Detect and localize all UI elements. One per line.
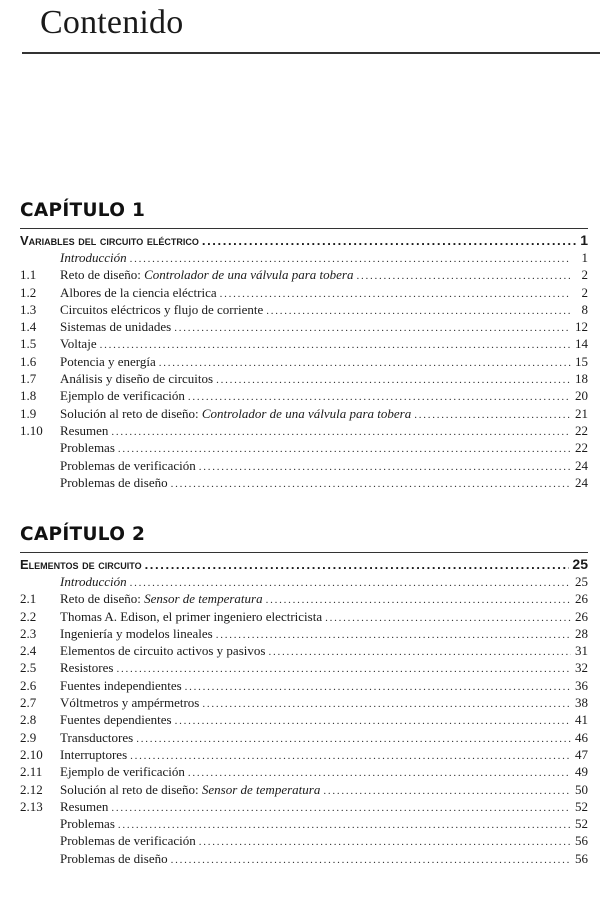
entry-title-text: Interruptores xyxy=(60,746,128,762)
entry-number: 1.9 xyxy=(20,405,37,421)
entry-page: 38 xyxy=(575,695,588,711)
entry-page: 15 xyxy=(575,353,588,369)
entry-number: 1.5 xyxy=(20,336,37,352)
entry-page: 31 xyxy=(575,643,588,659)
entry-number: 1.8 xyxy=(20,388,37,404)
entry-number: 2.8 xyxy=(20,712,37,728)
toc-entry[interactable] xyxy=(20,301,588,318)
entry-page: 41 xyxy=(575,712,588,728)
entry-title xyxy=(60,642,265,659)
entry-title xyxy=(60,608,322,625)
entry-title-text: Fuentes independientes xyxy=(60,677,182,693)
entry-page: 46 xyxy=(575,729,588,745)
entry-page: 25 xyxy=(575,574,588,589)
entry-number: 2.6 xyxy=(20,677,37,693)
toc-entry[interactable] xyxy=(20,625,588,642)
entry-number: 2.2 xyxy=(20,608,37,624)
section-title: Elementos de circuito xyxy=(20,557,142,572)
entry-title-text: Problemas de verificación xyxy=(60,833,196,849)
entry-page: 22 xyxy=(575,440,588,456)
entry-title-text: Problemas de diseño xyxy=(60,474,168,490)
toc-entry[interactable] xyxy=(20,284,588,301)
entry-title-text: Ingeniería y modelos lineales xyxy=(60,625,213,641)
toc-entry[interactable] xyxy=(20,815,588,832)
entry-number: 2.3 xyxy=(20,625,37,641)
dot-leader xyxy=(171,850,571,869)
entry-title-text: Vóltmetros y ampérmetros xyxy=(60,695,200,711)
entry-number: 1.4 xyxy=(20,319,37,335)
entry-number: 1.3 xyxy=(20,301,37,317)
entry-title-text: Resumen xyxy=(60,798,109,814)
entry-title-text: Solución al reto de diseño: xyxy=(60,405,202,421)
entry-page: 24 xyxy=(575,457,588,473)
toc-entry[interactable] xyxy=(20,266,588,283)
toc-entry[interactable] xyxy=(20,249,588,266)
entry-title-text: Thomas A. Edison, el primer ingeniero electricista xyxy=(60,608,323,624)
toc-entries xyxy=(20,573,588,867)
entry-title xyxy=(60,301,263,318)
entry-title-text: Reto de diseño: xyxy=(60,267,145,283)
toc-entry[interactable] xyxy=(20,677,588,694)
entry-page: 12 xyxy=(575,319,588,335)
chapter-2 xyxy=(20,520,588,867)
entry-title xyxy=(60,370,213,387)
toc-entry[interactable] xyxy=(20,781,588,798)
entry-title xyxy=(60,422,108,439)
entry-title xyxy=(60,439,115,456)
entry-title xyxy=(60,318,171,335)
toc-entry[interactable] xyxy=(20,590,588,607)
entry-title-text: Problemas xyxy=(60,816,115,832)
entry-title-text: Elementos de circuito activos y pasivos xyxy=(60,643,266,659)
entry-title-text: Solución al reto de diseño: xyxy=(60,781,202,797)
section-page: 1 xyxy=(580,232,588,248)
entry-number: 2.7 xyxy=(20,695,37,711)
toc-entry[interactable] xyxy=(20,439,588,456)
entry-page: 49 xyxy=(575,764,588,780)
entry-title xyxy=(60,284,217,301)
entry-number: 1.10 xyxy=(20,422,43,438)
toc-entry[interactable] xyxy=(20,798,588,815)
section-title: Variables del circuito eléctrico xyxy=(20,233,199,248)
entry-title xyxy=(60,763,185,780)
entry-number: 2.11 xyxy=(20,764,43,780)
entry-title-text: Transductores xyxy=(60,729,134,745)
entry-page: 2 xyxy=(581,267,588,283)
entry-page: 20 xyxy=(575,388,588,404)
toc-entry[interactable] xyxy=(20,763,588,780)
entry-title-text: Voltaje xyxy=(60,336,97,352)
entry-number: 2.10 xyxy=(20,746,43,762)
entry-title-emphasis: Controlador de una válvula para tobera xyxy=(144,267,354,283)
entry-title xyxy=(60,457,196,474)
entry-title xyxy=(60,711,172,728)
toc-entry[interactable] xyxy=(20,370,588,387)
entry-title-emphasis: Controlador de una válvula para tobera xyxy=(201,405,412,421)
toc-entry[interactable] xyxy=(20,694,588,711)
entry-title xyxy=(60,249,127,266)
entry-title-text: Ejemplo de verificación xyxy=(60,388,185,404)
entry-title-text: Problemas de diseño xyxy=(60,850,168,866)
page-title: Contenido xyxy=(40,4,184,41)
entry-title-text: Sistemas de unidades xyxy=(60,319,172,335)
entry-number: 2.4 xyxy=(20,643,37,659)
entry-title-text: Ejemplo de verificación xyxy=(60,764,185,780)
toc-entry[interactable] xyxy=(20,608,588,625)
entry-title-text: Resumen xyxy=(60,422,109,438)
entry-title xyxy=(60,625,213,642)
entry-title xyxy=(60,729,133,746)
entry-page: 52 xyxy=(575,798,588,814)
entry-page: 22 xyxy=(575,422,588,438)
entry-page: 14 xyxy=(575,336,588,352)
toc-entry[interactable] xyxy=(20,318,588,335)
entry-title-text: Reto de diseño: xyxy=(60,591,145,607)
entry-title-text: Albores de la ciencia eléctrica xyxy=(60,284,217,300)
entry-page: 52 xyxy=(575,816,588,832)
entry-title-emphasis: Introducción xyxy=(60,250,127,265)
entry-number: 1.2 xyxy=(20,284,37,300)
entry-title xyxy=(60,335,97,352)
toc-entries xyxy=(20,249,588,491)
section-title-line[interactable] xyxy=(20,228,588,249)
toc-entry[interactable] xyxy=(20,457,588,474)
toc-entry[interactable] xyxy=(20,405,588,422)
entry-page: 24 xyxy=(575,474,588,490)
entry-title-text: Resistores xyxy=(60,660,114,676)
entry-title-emphasis: Introducción xyxy=(60,574,127,589)
toc-entry[interactable] xyxy=(20,573,588,590)
entry-page: 32 xyxy=(575,660,588,676)
toc-entry[interactable] xyxy=(20,711,588,728)
entry-title xyxy=(60,798,108,815)
entry-title xyxy=(60,266,353,283)
toc-entry[interactable] xyxy=(20,729,588,746)
entry-title xyxy=(60,474,168,491)
entry-title xyxy=(60,573,127,590)
entry-title-text: Problemas de verificación xyxy=(60,457,196,473)
toc-entry[interactable] xyxy=(20,746,588,763)
toc-entry[interactable] xyxy=(20,642,588,659)
entry-number: 1.7 xyxy=(20,371,37,387)
entry-number: 2.5 xyxy=(20,660,37,676)
entry-title xyxy=(60,832,196,849)
chapter-heading: CAPÍTULO 2 xyxy=(20,524,146,545)
section-title-line[interactable] xyxy=(20,552,588,573)
entry-page: 2 xyxy=(581,284,588,300)
entry-title xyxy=(60,815,115,832)
toc-entry[interactable] xyxy=(20,387,588,404)
entry-title-text: Fuentes dependientes xyxy=(60,712,172,728)
entry-title xyxy=(60,694,199,711)
entry-title xyxy=(60,850,168,867)
dot-leader xyxy=(202,232,577,250)
entry-title-emphasis: Sensor de temperatura xyxy=(201,781,321,797)
entry-title xyxy=(60,353,156,370)
entry-page: 26 xyxy=(575,608,588,624)
toc-entry[interactable] xyxy=(20,832,588,849)
entry-page: 28 xyxy=(575,625,588,641)
entry-page: 18 xyxy=(575,371,588,387)
entry-title-text: Análisis y diseño de circuitos xyxy=(60,371,214,387)
entry-number: 2.9 xyxy=(20,729,37,745)
entry-number: 2.1 xyxy=(20,591,37,607)
entry-title-text: Problemas xyxy=(60,440,115,456)
entry-title xyxy=(60,781,320,798)
entry-title-emphasis: Sensor de temperatura xyxy=(144,591,263,607)
entry-page: 26 xyxy=(575,591,588,607)
entry-title xyxy=(60,387,185,404)
entry-title xyxy=(60,677,182,694)
entry-title-text: Circuitos eléctricos y flujo de corriente xyxy=(60,301,264,317)
entry-page: 21 xyxy=(575,405,588,421)
title-rule xyxy=(22,52,600,54)
toc-entry[interactable] xyxy=(20,353,588,370)
chapter-1 xyxy=(20,196,588,491)
entry-number: 2.12 xyxy=(20,781,43,797)
entry-title xyxy=(60,659,113,676)
dot-leader xyxy=(145,556,570,574)
entry-page: 1 xyxy=(581,250,588,265)
entry-page: 56 xyxy=(575,833,588,849)
entry-title xyxy=(60,590,263,607)
toc-entry[interactable] xyxy=(20,659,588,676)
entry-title xyxy=(60,405,411,422)
entry-page: 50 xyxy=(575,781,588,797)
entry-page: 47 xyxy=(575,746,588,762)
toc-entry[interactable] xyxy=(20,422,588,439)
section-page: 25 xyxy=(572,556,588,572)
entry-page: 8 xyxy=(581,301,588,317)
entry-title xyxy=(60,746,127,763)
entry-page: 56 xyxy=(575,850,588,866)
toc-entry[interactable] xyxy=(20,474,588,491)
chapter-heading: CAPÍTULO 1 xyxy=(20,200,146,221)
entry-number: 2.13 xyxy=(20,798,43,814)
entry-number: 1.1 xyxy=(20,267,37,283)
entry-page: 36 xyxy=(575,677,588,693)
entry-title-text: Potencia y energía xyxy=(60,353,156,369)
dot-leader xyxy=(171,474,571,493)
toc-entry[interactable] xyxy=(20,335,588,352)
toc-entry[interactable] xyxy=(20,850,588,867)
entry-number: 1.6 xyxy=(20,353,37,369)
